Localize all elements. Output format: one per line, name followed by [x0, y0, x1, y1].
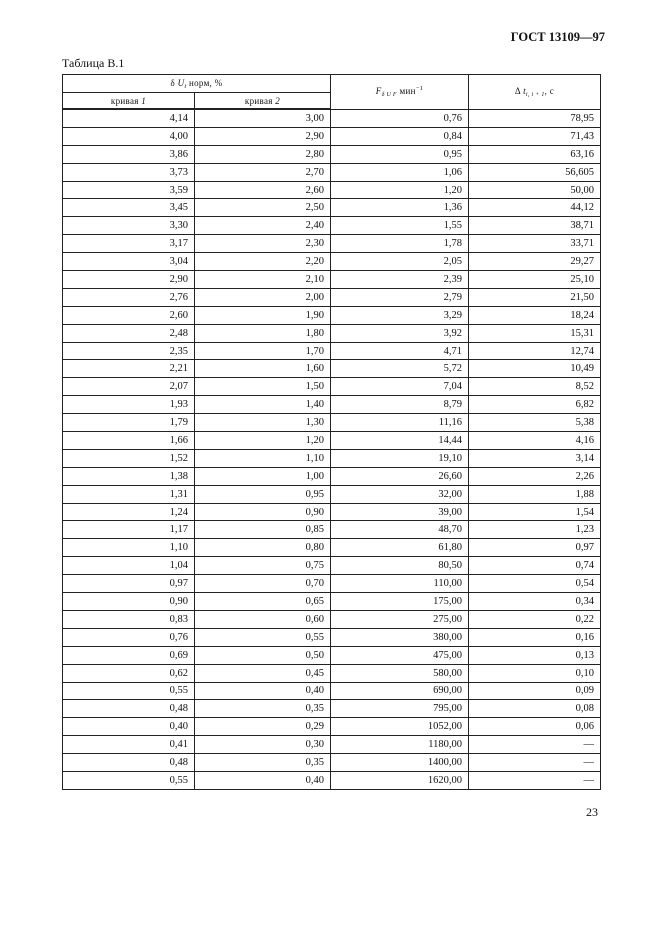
curve-1-value: 3,45 — [63, 199, 195, 217]
curve-2-value: 0,35 — [195, 700, 331, 718]
curve-1-value: 2,90 — [63, 271, 195, 289]
interval-unit: , с — [544, 85, 555, 96]
table-header-row — [63, 75, 601, 93]
table-row — [63, 181, 601, 199]
table-row — [63, 449, 601, 467]
table-row — [63, 109, 601, 127]
data-table — [62, 74, 601, 790]
frequency-value: 2,05 — [331, 253, 469, 271]
curve-2-number: 2 — [275, 95, 281, 106]
frequency-unit: мин — [399, 86, 416, 97]
table-row — [63, 736, 601, 754]
table-row — [63, 521, 601, 539]
frequency-value: 61,80 — [331, 539, 469, 557]
interval-value: 0,08 — [469, 700, 601, 718]
frequency-value: 475,00 — [331, 646, 469, 664]
delta-t-symbol: Δ — [514, 85, 521, 96]
frequency-value: 7,04 — [331, 378, 469, 396]
interval-value: 2,26 — [469, 467, 601, 485]
curve-1-value: 0,69 — [63, 646, 195, 664]
interval-value: 0,09 — [469, 682, 601, 700]
frequency-value: 26,60 — [331, 467, 469, 485]
table-row — [63, 324, 601, 342]
curve-1-value: 0,48 — [63, 754, 195, 772]
curve-2-value: 1,80 — [195, 324, 331, 342]
delta-symbol: δ — [170, 77, 176, 88]
interval-value: 4,16 — [469, 432, 601, 450]
table-row — [63, 700, 601, 718]
interval-value: 50,00 — [469, 181, 601, 199]
frequency-value: 48,70 — [331, 521, 469, 539]
table-row — [63, 771, 601, 789]
interval-value: 38,71 — [469, 217, 601, 235]
frequency-value: 580,00 — [331, 664, 469, 682]
interval-value: 0,97 — [469, 539, 601, 557]
frequency-value: 0,76 — [331, 109, 469, 127]
frequency-value: 39,00 — [331, 503, 469, 521]
curve-2-value: 1,30 — [195, 414, 331, 432]
interval-value: 21,50 — [469, 288, 601, 306]
frequency-value: 3,92 — [331, 324, 469, 342]
table-row — [63, 145, 601, 163]
table-row — [63, 557, 601, 575]
interval-value: 0,22 — [469, 610, 601, 628]
curve-1-value: 0,48 — [63, 700, 195, 718]
curve-1-value: 2,35 — [63, 342, 195, 360]
curve-2-value: 2,00 — [195, 288, 331, 306]
curve-2-value: 0,80 — [195, 539, 331, 557]
interval-value: 56,605 — [469, 163, 601, 181]
interval-value: 1,23 — [469, 521, 601, 539]
curve-1-value: 1,38 — [63, 467, 195, 485]
frequency-value: 80,50 — [331, 557, 469, 575]
curve-2-value: 0,90 — [195, 503, 331, 521]
curve-2-value: 1,10 — [195, 449, 331, 467]
curve-1-value: 3,30 — [63, 217, 195, 235]
curve-2-value: 0,95 — [195, 485, 331, 503]
frequency-value: 1,55 — [331, 217, 469, 235]
curve-2-value: 0,29 — [195, 718, 331, 736]
table-row — [63, 718, 601, 736]
interval-value: — — [469, 771, 601, 789]
interval-value: 6,82 — [469, 396, 601, 414]
table-row — [63, 754, 601, 772]
var-f: F — [375, 86, 382, 97]
curve-2-value: 1,20 — [195, 432, 331, 450]
curve-2-value: 2,80 — [195, 145, 331, 163]
var-t: t — [523, 85, 526, 96]
curve-2-value: 1,40 — [195, 396, 331, 414]
curve-1-value: 2,60 — [63, 306, 195, 324]
table-row — [63, 235, 601, 253]
interval-value: 0,06 — [469, 718, 601, 736]
frequency-value: 19,10 — [331, 449, 469, 467]
table-row — [63, 503, 601, 521]
table-row — [63, 646, 601, 664]
frequency-value: 11,16 — [331, 414, 469, 432]
table-row — [63, 253, 601, 271]
header-frequency — [331, 75, 469, 110]
frequency-value: 1400,00 — [331, 754, 469, 772]
curve-1-value: 0,90 — [63, 593, 195, 611]
curve-1-value: 4,00 — [63, 127, 195, 145]
interval-value: 0,13 — [469, 646, 601, 664]
interval-value: 15,31 — [469, 324, 601, 342]
curve-1-value: 3,17 — [63, 235, 195, 253]
var-t-sub: i, i + 1 — [525, 91, 545, 98]
table-row — [63, 682, 601, 700]
page-number: 23 — [586, 805, 598, 819]
interval-value: 0,10 — [469, 664, 601, 682]
curve-2-value: 0,35 — [195, 754, 331, 772]
interval-value: 25,10 — [469, 271, 601, 289]
curve-2-value: 1,50 — [195, 378, 331, 396]
curve-2-value: 0,30 — [195, 736, 331, 754]
frequency-value: 1,36 — [331, 199, 469, 217]
table-row — [63, 664, 601, 682]
interval-value: 5,38 — [469, 414, 601, 432]
curve-2-value: 1,70 — [195, 342, 331, 360]
curve-1-number: 1 — [141, 95, 147, 106]
interval-value: 18,24 — [469, 306, 601, 324]
frequency-exponent: −1 — [415, 85, 424, 93]
interval-value: 33,71 — [469, 235, 601, 253]
interval-value: 3,14 — [469, 449, 601, 467]
curve-1-value: 1,10 — [63, 539, 195, 557]
curve-1-value: 0,76 — [63, 628, 195, 646]
curve-2-value: 2,60 — [195, 181, 331, 199]
interval-value: 1,88 — [469, 485, 601, 503]
frequency-value: 2,79 — [331, 288, 469, 306]
header-curve-1 — [63, 93, 195, 110]
frequency-value: 0,84 — [331, 127, 469, 145]
frequency-value: 3,29 — [331, 306, 469, 324]
curve-1-value: 1,04 — [63, 557, 195, 575]
curve-1-word: кривая — [110, 95, 139, 106]
curve-1-value: 1,24 — [63, 503, 195, 521]
table-body — [63, 109, 601, 789]
curve-1-value: 1,31 — [63, 485, 195, 503]
curve-2-value: 2,10 — [195, 271, 331, 289]
header-curve-2 — [195, 93, 331, 110]
header-voltage-deviation — [63, 75, 331, 93]
table-row — [63, 575, 601, 593]
table-row — [63, 217, 601, 235]
curve-1-value: 1,93 — [63, 396, 195, 414]
var-u-sub: t — [184, 83, 187, 90]
interval-value: — — [469, 754, 601, 772]
table-row — [63, 396, 601, 414]
frequency-value: 4,71 — [331, 342, 469, 360]
curve-2-value: 0,85 — [195, 521, 331, 539]
table-row — [63, 467, 601, 485]
header-interval — [469, 75, 601, 110]
curve-1-value: 3,73 — [63, 163, 195, 181]
table-row — [63, 342, 601, 360]
interval-value: 0,54 — [469, 575, 601, 593]
curve-2-value: 0,45 — [195, 664, 331, 682]
frequency-value: 380,00 — [331, 628, 469, 646]
interval-value: 0,34 — [469, 593, 601, 611]
curve-1-value: 0,55 — [63, 771, 195, 789]
curve-2-value: 0,55 — [195, 628, 331, 646]
header-voltage-suffix: норм, % — [188, 77, 223, 88]
frequency-value: 8,79 — [331, 396, 469, 414]
frequency-value: 110,00 — [331, 575, 469, 593]
curve-2-value: 2,30 — [195, 235, 331, 253]
document-code: ГОСТ 13109—97 — [510, 30, 605, 44]
curve-2-word: кривая — [244, 95, 273, 106]
curve-1-value: 1,66 — [63, 432, 195, 450]
curve-2-value: 0,60 — [195, 610, 331, 628]
curve-1-value: 1,52 — [63, 449, 195, 467]
curve-2-value: 0,40 — [195, 682, 331, 700]
table-row — [63, 271, 601, 289]
curve-1-value: 2,76 — [63, 288, 195, 306]
table-row — [63, 360, 601, 378]
curve-2-value: 2,90 — [195, 127, 331, 145]
frequency-value: 1,20 — [331, 181, 469, 199]
curve-2-value: 1,60 — [195, 360, 331, 378]
interval-value: 8,52 — [469, 378, 601, 396]
curve-1-value: 1,17 — [63, 521, 195, 539]
table-row — [63, 539, 601, 557]
table-row — [63, 628, 601, 646]
var-f-sub: δ U F — [381, 92, 397, 99]
frequency-value: 275,00 — [331, 610, 469, 628]
interval-value: 0,74 — [469, 557, 601, 575]
curve-2-value: 0,75 — [195, 557, 331, 575]
var-u: U — [177, 77, 185, 88]
curve-2-value: 2,40 — [195, 217, 331, 235]
curve-2-value: 2,20 — [195, 253, 331, 271]
table-row — [63, 163, 601, 181]
curve-1-value: 0,97 — [63, 575, 195, 593]
curve-2-value: 0,70 — [195, 575, 331, 593]
frequency-value: 175,00 — [331, 593, 469, 611]
interval-value: 0,16 — [469, 628, 601, 646]
frequency-value: 795,00 — [331, 700, 469, 718]
frequency-value: 2,39 — [331, 271, 469, 289]
curve-2-value: 0,65 — [195, 593, 331, 611]
curve-1-value: 0,55 — [63, 682, 195, 700]
curve-2-value: 0,40 — [195, 771, 331, 789]
table-row — [63, 593, 601, 611]
curve-2-value: 3,00 — [195, 109, 331, 127]
curve-2-value: 1,90 — [195, 306, 331, 324]
interval-value: 1,54 — [469, 503, 601, 521]
interval-value: 44,12 — [469, 199, 601, 217]
curve-1-value: 1,79 — [63, 414, 195, 432]
curve-1-value: 0,83 — [63, 610, 195, 628]
table-caption: Таблица В.1 — [62, 56, 125, 70]
frequency-value: 1052,00 — [331, 718, 469, 736]
table-row — [63, 414, 601, 432]
curve-1-value: 2,21 — [63, 360, 195, 378]
frequency-value: 14,44 — [331, 432, 469, 450]
curve-1-value: 0,40 — [63, 718, 195, 736]
table-row — [63, 485, 601, 503]
curve-1-value: 3,59 — [63, 181, 195, 199]
curve-1-value: 3,04 — [63, 253, 195, 271]
table-row — [63, 199, 601, 217]
frequency-value: 32,00 — [331, 485, 469, 503]
table-row — [63, 127, 601, 145]
frequency-value: 1,78 — [331, 235, 469, 253]
frequency-value: 1,06 — [331, 163, 469, 181]
interval-value: — — [469, 736, 601, 754]
curve-1-value: 3,86 — [63, 145, 195, 163]
table-row — [63, 610, 601, 628]
table-row — [63, 378, 601, 396]
interval-value: 78,95 — [469, 109, 601, 127]
interval-value: 63,16 — [469, 145, 601, 163]
interval-value: 71,43 — [469, 127, 601, 145]
frequency-value: 5,72 — [331, 360, 469, 378]
curve-1-value: 0,41 — [63, 736, 195, 754]
curve-2-value: 1,00 — [195, 467, 331, 485]
curve-1-value: 2,48 — [63, 324, 195, 342]
curve-2-value: 2,70 — [195, 163, 331, 181]
curve-1-value: 0,62 — [63, 664, 195, 682]
interval-value: 12,74 — [469, 342, 601, 360]
interval-value: 10,49 — [469, 360, 601, 378]
curve-2-value: 0,50 — [195, 646, 331, 664]
curve-1-value: 2,07 — [63, 378, 195, 396]
frequency-value: 1620,00 — [331, 771, 469, 789]
curve-1-value: 4,14 — [63, 109, 195, 127]
table-row — [63, 306, 601, 324]
table-row — [63, 432, 601, 450]
table-row — [63, 288, 601, 306]
frequency-value: 690,00 — [331, 682, 469, 700]
frequency-value: 0,95 — [331, 145, 469, 163]
frequency-value: 1180,00 — [331, 736, 469, 754]
interval-value: 29,27 — [469, 253, 601, 271]
curve-2-value: 2,50 — [195, 199, 331, 217]
